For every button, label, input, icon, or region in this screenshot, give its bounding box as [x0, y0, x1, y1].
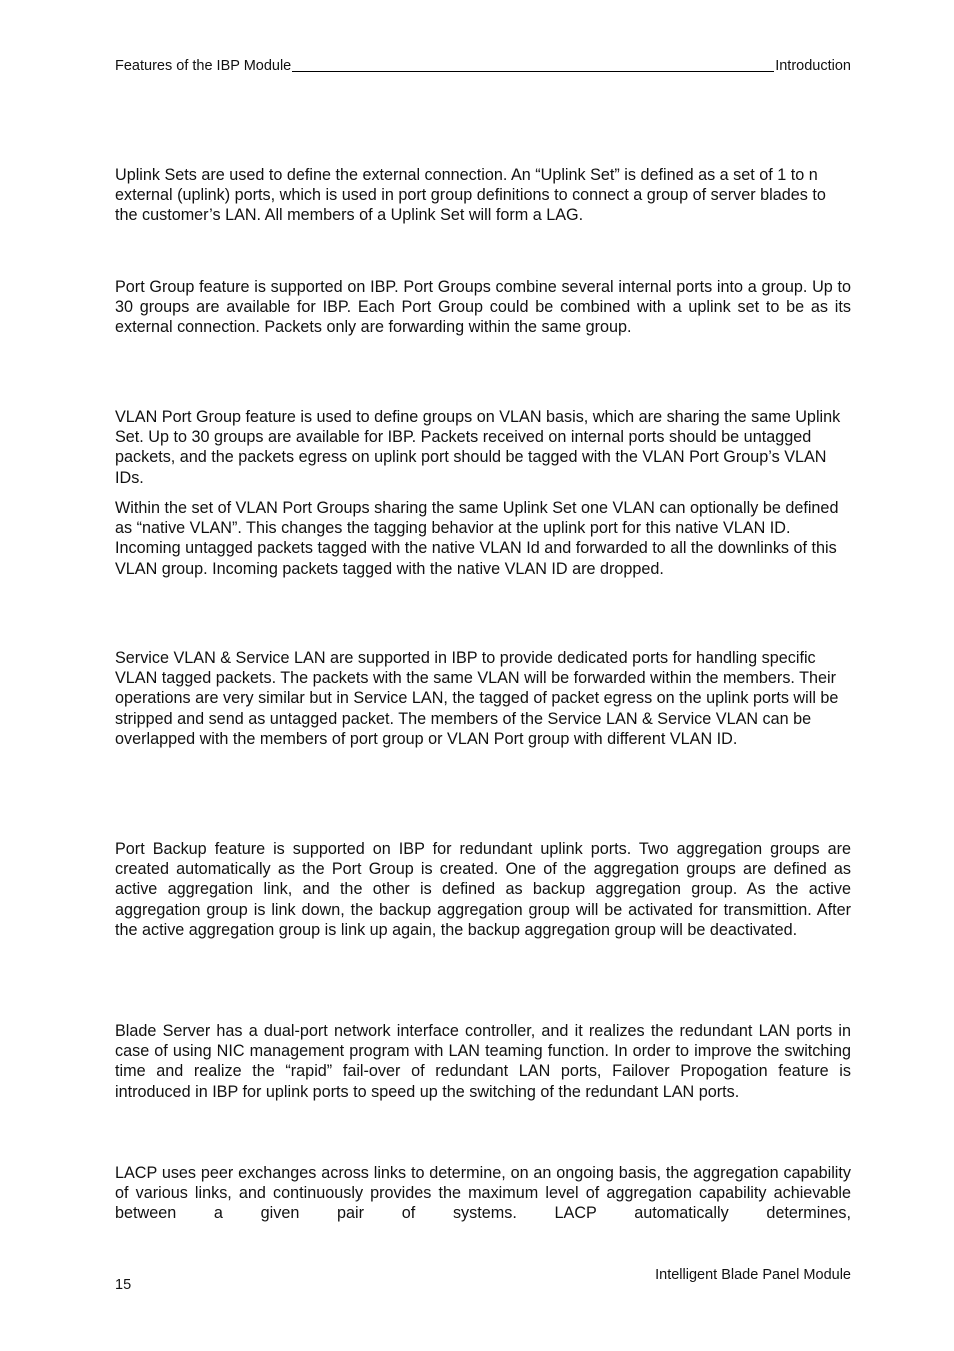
header-chapter-title: Introduction: [775, 58, 851, 74]
paragraph-port-group: Port Group feature is supported on IBP. Port Groups combine several internal ports into a group. Up to 30 groups are available for IBP. Each Port Group could be combined with a uplink set to be as its external connection. Packets only are forwarding within the same group.: [115, 278, 851, 337]
paragraph-vlan-port-group: VLAN Port Group feature is used to define groups on VLAN basis, which are sharing the same Uplink Set. Up to 30 groups are available for IBP. Packets received on internal ports should be untagged packets, and the packets egress on uplink port should be tagged with the VLAN Port Group’s VLAN IDs.: [115, 408, 841, 487]
page-number: 15: [115, 1277, 132, 1293]
paragraph-failover-propagation: Blade Server has a dual-port network interface controller, and it realizes the redundant LAN ports in case of using NIC management program with LAN teaming function. In order to improve the switching time and realize the “rapid” fail-over of redundant LAN ports, Failover Propogation feature is introduced in IBP for uplink ports to speed up the switching of the redundant LAN ports.: [115, 1022, 851, 1101]
page-header: [115, 55, 851, 75]
header-section-title: Features of the IBP Module: [115, 58, 292, 74]
paragraph-lacp: LACP uses peer exchanges across links to determine, on an ongoing basis, the aggregation capability of various links, and continuously provides the maximum level of aggregation capability achievable between a given pair of systems. LACP automatically determines,: [115, 1164, 851, 1223]
footer-title: Intelligent Blade Panel Module: [655, 1267, 851, 1283]
paragraph-service-vlan: Service VLAN & Service LAN are supported in IBP to provide dedicated ports for handling specific VLAN tagged packets. The packets with the same VLAN will be forwarded within the members. Their operations are very similar but in Service LAN, the tagged of packet egress on the uplink ports will be stripped and send as untagged packet. The members of the Service LAN & Service VLAN can be overlapped with the members of port group or VLAN Port group with different VLAN ID.: [115, 649, 839, 748]
paragraph-native-vlan: Within the set of VLAN Port Groups sharing the same Uplink Set one VLAN can optionally be defined as “native VLAN”. This changes the tagging behavior at the uplink port for this native VLAN ID. Incoming untagged packets tagged with the native VLAN Id and forwarded to all the downlinks of this VLAN group. Incoming packets tagged with the native VLAN ID are dropped.: [115, 499, 839, 578]
header-rule: [292, 70, 774, 72]
paragraph-uplink-sets: Uplink Sets are used to define the external connection. An “Uplink Set” is defined as a set of 1 to n external (uplink) ports, which is used in port group definitions to connect a group of server blades to the customer’s LAN. All members of a Uplink Set will form a LAG.: [115, 166, 826, 225]
paragraph-port-backup: Port Backup feature is supported on IBP for redundant uplink ports. Two aggregation groups are created automatically as the Port Group is created. One of the aggregation groups are defined as active aggregation link, and the other is defined as backup aggregation group. As the active aggregation group is link down, the backup aggregation group will be activated for transmittion. After the active aggregation group is link up again, the backup aggregation group will be deactivated.: [115, 840, 851, 939]
